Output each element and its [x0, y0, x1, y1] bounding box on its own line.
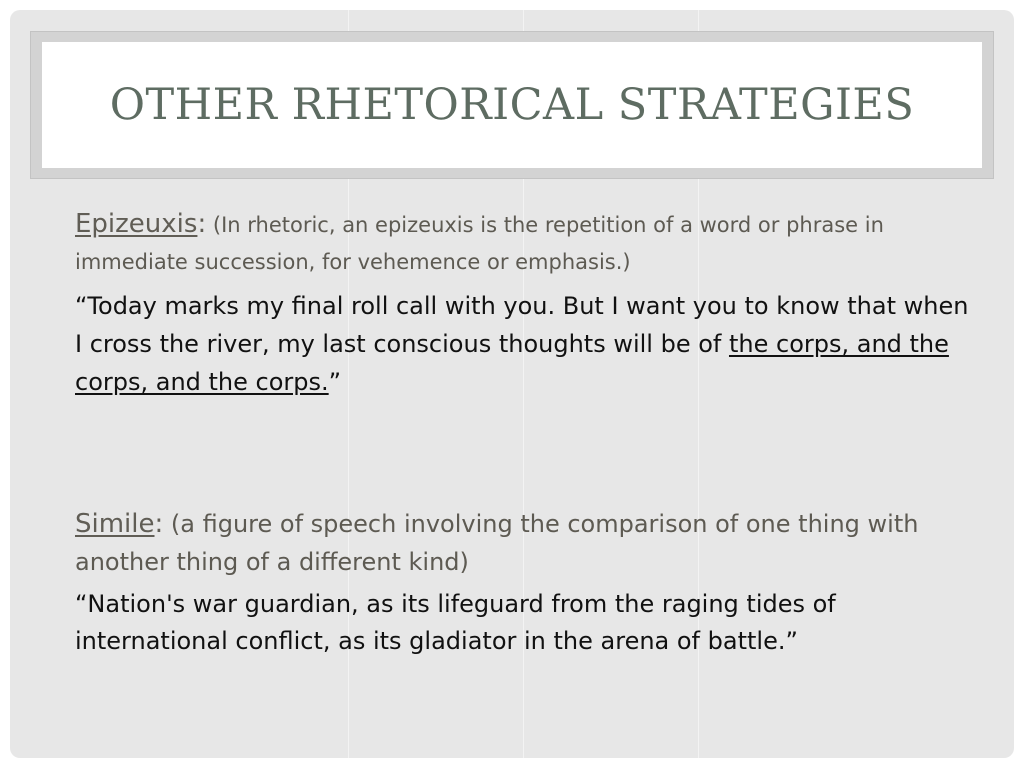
slide-title: OTHER RHETORICAL STRATEGIES [109, 80, 915, 130]
slide-body [75, 206, 975, 660]
simile-definition: (a figure of speech involving the comparison of one thing with another thing of a different kind) [75, 510, 919, 576]
epizeuxis-quote-text: “Today marks my final roll call with you. But I want you to know that when I cross the river, my last conscious thoughts will be of [75, 292, 969, 358]
term-epizeuxis: Epizeuxis [75, 209, 198, 239]
title-frame [30, 31, 994, 179]
epizeuxis-quote-emphasis: the corps, and the corps, and the corps. [75, 330, 949, 396]
simile-definition-line [75, 506, 975, 582]
term-colon: : [154, 509, 164, 539]
slide [10, 10, 1014, 758]
epizeuxis-definition-line [75, 206, 975, 281]
simile-quote: “Nation's war guardian, as its lifeguard from the raging tides of international conflict, as its gladiator in the arena of battle.” [75, 590, 836, 655]
epizeuxis-quote-close: ” [328, 368, 342, 396]
term-colon: : [197, 209, 207, 239]
epizeuxis-quote [75, 287, 975, 401]
title-box [42, 42, 982, 168]
epizeuxis-definition: (In rhetoric, an epizeuxis is the repetition of a word or phrase in immediate succession, for vehemence or emphasis.) [75, 213, 884, 274]
term-simile: Simile [75, 509, 155, 539]
section-spacer [75, 401, 975, 506]
